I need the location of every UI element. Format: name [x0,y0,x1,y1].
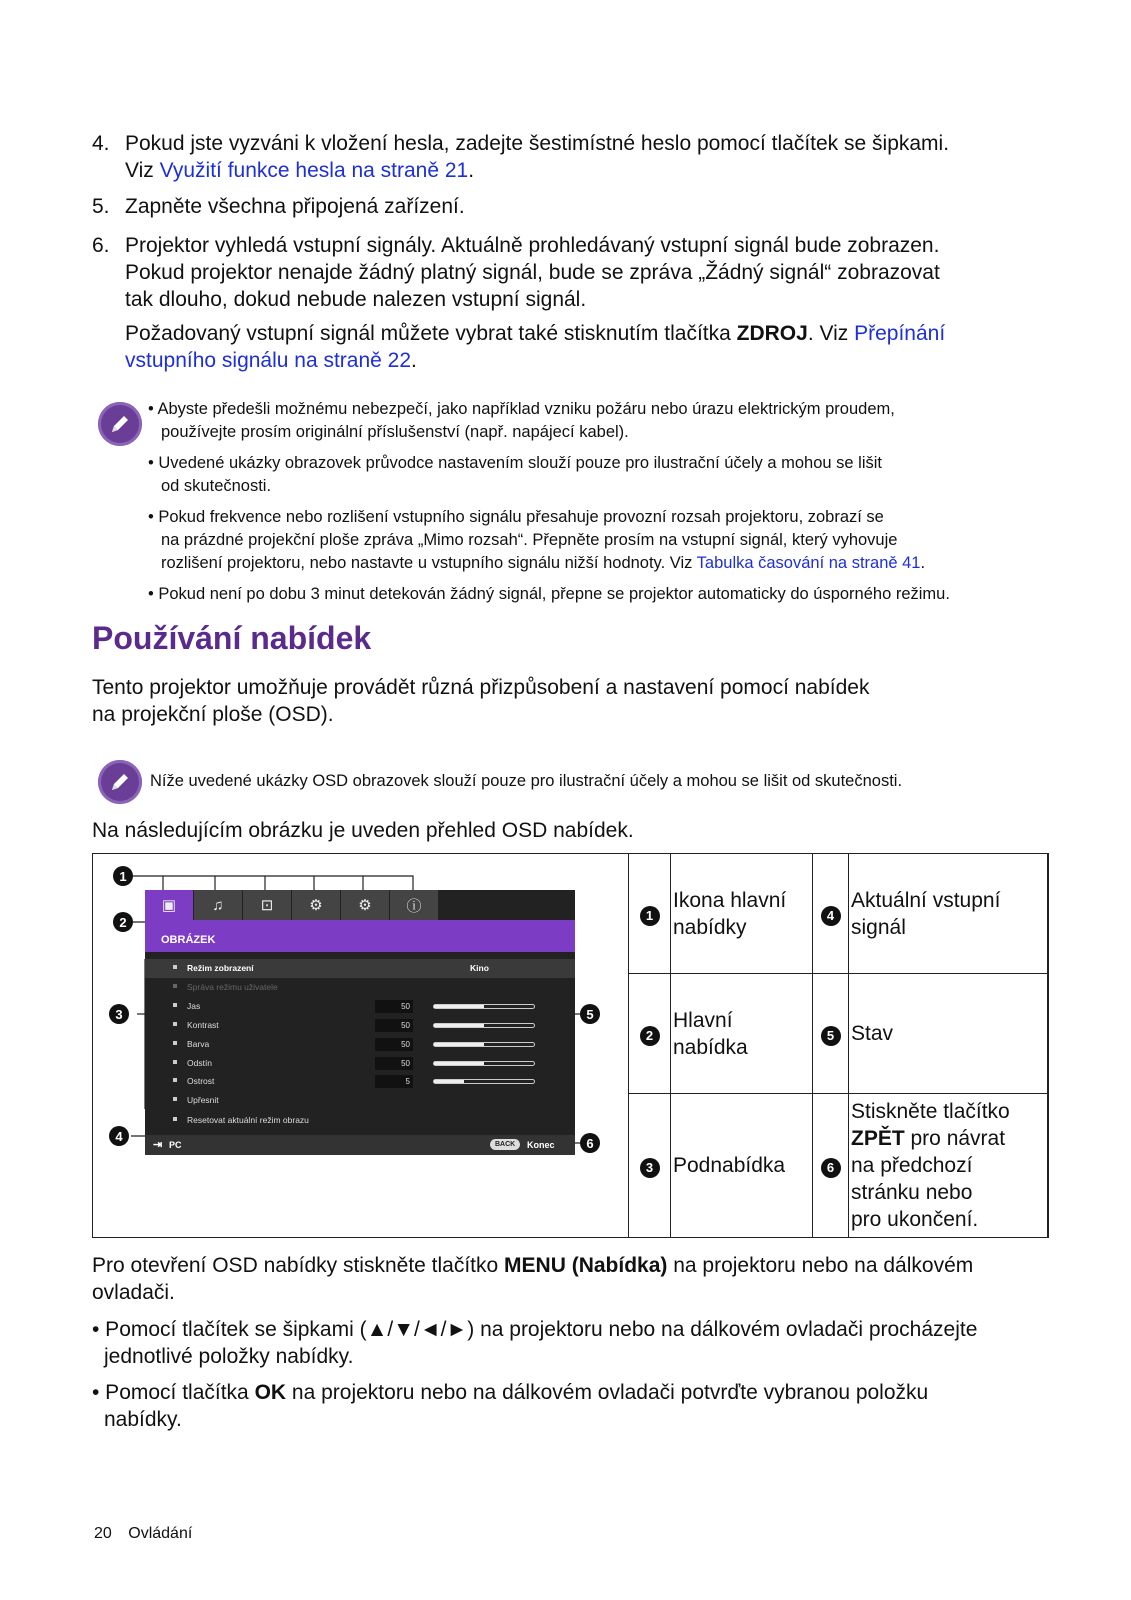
text-line [92,1252,973,1279]
row-value: Kino [470,963,489,973]
legend-text: stránku nebo [851,1181,973,1204]
osd-row-brightness[interactable] [145,997,575,1016]
legend-num: 4 [821,906,841,926]
row-value: 50 [375,1057,413,1070]
callout-2: 2 [113,912,133,932]
step-number: 6. [92,234,110,257]
osd-row-picture-mode[interactable] [145,959,575,978]
osd-row-reset[interactable] [145,1111,575,1130]
text-line: nabídky. [104,1408,182,1431]
osd-screen [145,890,575,1155]
back-key: ZPĚT [851,1127,905,1150]
row-bullet [173,1060,177,1064]
legend-text-cell [671,974,813,1094]
section-intro [92,674,869,728]
menu-key: MENU (Nabídka) [504,1254,668,1277]
source-link[interactable]: Přepínání [854,322,946,345]
punct: . [411,349,417,372]
legend-num: 2 [640,1026,660,1046]
row-value: 50 [375,1019,413,1032]
text: . Viz [807,322,855,345]
legend-text [851,1125,1048,1152]
legend-num-cell [813,854,849,974]
password-link[interactable]: Využití funkce hesla na straně 21 [159,159,469,182]
legend-num-cell [629,974,671,1094]
osd-tabs [145,890,575,920]
row-bullet [173,1117,177,1121]
slider-fill [434,1080,464,1083]
text: Pro otevření OSD nabídky stiskněte tlačítko [92,1254,505,1277]
callout-3: 3 [109,1004,129,1024]
back-button[interactable]: BACK [490,1139,520,1150]
slider-bar[interactable] [433,1004,535,1009]
pencil-note-icon [98,760,142,804]
slider-bar[interactable] [433,1023,535,1028]
legend-table [628,853,1049,1238]
notes-list [148,398,1048,606]
step-5 [92,193,110,220]
osd-row-tint[interactable] [145,1054,575,1073]
osd-header [145,920,575,952]
step-number: 4. [92,132,110,155]
osd-note: Níže uvedené ukázky OSD obrazovek slouží pouze pro ilustrační účely a mohou se lišit od skutečnosti. [150,772,903,790]
legend-text-cell [671,854,813,974]
row-bullet [173,1003,177,1007]
text: Požadovaný vstupní signál můžete vybrat také stisknutím tlačítka [125,322,737,345]
osd-row-user-mode[interactable] [145,978,575,997]
legend-text-cell [849,1094,1049,1238]
legend-num-cell [813,1094,849,1238]
slider-fill [434,1024,484,1027]
row-bullet [173,1022,177,1026]
row-bullet [173,965,177,969]
info-tab-icon[interactable]: ⓘ [390,890,439,920]
slider-bar[interactable] [433,1061,535,1066]
step-4-text [125,130,949,184]
viz-label: Viz [125,159,160,182]
note-item: • Abyste předešli možnému nebezpečí, jako například vzniku požáru nebo úrazu elektrickým proudem, [148,400,895,418]
audio-tab-icon[interactable]: ♫ [194,890,243,920]
row-label: Odstín [187,1058,213,1068]
osd-row-advanced[interactable] [145,1091,575,1110]
input-source-label: PC [169,1140,182,1150]
row-label: Správa režimu uživatele [187,982,278,992]
legend-num-cell [629,1094,671,1238]
slider-fill [434,1043,484,1046]
arrow-keys-bullet [92,1316,977,1370]
pencil-note-icon [98,402,142,446]
display-tab-icon[interactable]: ⊡ [243,890,292,920]
legend-text: nabídka [673,1035,748,1059]
picture-tab-icon[interactable]: ▣ [145,890,194,920]
slider-fill [434,1062,484,1065]
settings-tab-icon[interactable]: ⚙ [292,890,341,920]
legend-text: na předchozí [851,1154,973,1177]
exit-label: Konec [527,1140,555,1150]
intro-line: na projekční ploše (OSD). [92,703,334,726]
page-number: 20 [94,1525,112,1542]
row-label: Resetovat aktuální režim obrazu [187,1115,309,1125]
row-bullet [173,1078,177,1082]
legend-text: signál [851,915,906,939]
legend-text: nabídky [673,915,747,939]
step-text-line: Projektor vyhledá vstupní signály. Aktuálně prohledávaný vstupní signál bude zobrazen. [125,234,940,257]
legend-num: 6 [821,1158,841,1178]
source-link-cont[interactable]: vstupního signálu na straně 22 [125,349,412,372]
step-5-text: Zapněte všechna připojená zařízení. [125,195,465,218]
step-text-line: Pokud projektor nenajde žádný platný signál, bude se zpráva „Žádný signál“ zobrazovat [125,261,940,284]
step-6-source-text [125,320,945,374]
note-item-cont: na prázdné projekční ploše zpráva „Mimo rozsah“. Přepněte prosím na vstupní signál, který vyhovuje [161,531,898,549]
text: rozlišení projektoru, nebo nastavte u vstupního signálu nižší hodnoty. Viz [161,554,697,572]
row-bullet [173,984,177,988]
advanced-settings-tab-icon[interactable]: ⚙ [341,890,390,920]
slider-fill [434,1005,484,1008]
note-item: • Pokud není po dobu 3 minut detekován žádný signál, přepne se projektor automaticky do úsporného režimu. [148,585,950,603]
step-6 [92,232,110,259]
osd-row-contrast[interactable] [145,1016,575,1035]
osd-footer [145,1135,575,1155]
timing-link[interactable]: Tabulka časování na straně 41 [696,554,921,572]
step-text-line: Pokud jste vyzváni k vložení hesla, zadejte šestimístné heslo pomocí tlačítek se šipkami. [125,132,950,155]
callout-4: 4 [109,1126,129,1146]
row-bullet [173,1041,177,1045]
legend-num-cell [813,974,849,1094]
legend-text: Stiskněte tlačítko [851,1100,1010,1123]
punct: . [920,554,926,572]
row-value: 50 [375,1000,413,1013]
legend-text-cell: Podnabídka [671,1094,813,1238]
osd-header-label: OBRÁZEK [161,934,216,946]
row-label: Režim zobrazení [187,963,254,973]
legend-num-cell [629,854,671,974]
legend-text-cell: Stav [849,974,1049,1094]
step-6-text [125,232,940,313]
text-line [92,1379,928,1406]
row-value: 50 [375,1038,413,1051]
text: • Pomocí tlačítka [92,1381,255,1404]
legend-text-cell [849,854,1049,974]
punct: . [468,159,475,182]
step-4 [92,130,110,157]
note-item: • Pokud frekvence nebo rozlišení vstupního signálu přesahuje provozní rozsah projektoru, zobrazí se [148,508,884,526]
text-line: jednotlivé položky nabídky. [104,1345,354,1368]
row-label: Ostrost [187,1076,215,1086]
page-footer [94,1525,192,1543]
open-osd-text [92,1252,973,1306]
legend-text: Ikona hlavní [673,888,787,912]
input-source-icon: ⇥ [153,1139,163,1151]
step-number: 5. [92,195,110,218]
section-title: Používání nabídek [92,620,372,656]
source-key: ZDROJ [736,322,808,345]
intro-line: Tento projektor umožňuje provádět různá přizpůsobení a nastavení pomocí nabídek [92,676,870,699]
legend-text: pro ukončení. [851,1208,979,1231]
note-item-cont: používejte prosím originální příslušenství (např. napájecí kabel). [161,423,629,441]
text: na projektoru nebo na dálkovém [667,1254,974,1277]
text: pro návrat [904,1127,1006,1150]
note-item-cont [148,552,1048,575]
legend-num: 1 [640,906,660,926]
row-bullet [173,1097,177,1101]
legend-num: 3 [640,1158,660,1178]
step-text-line: tak dlouho, dokud nebude nalezen vstupní signál. [125,288,587,311]
legend-text: Aktuální vstupní [851,888,1001,912]
slider-bar[interactable] [433,1079,535,1084]
row-value: 5 [375,1075,413,1088]
legend-text: Hlavní [673,1008,733,1032]
row-label: Upřesnit [187,1095,219,1105]
overview-text: Na následujícím obrázku je uveden přehled OSD nabídek. [92,819,634,842]
step-text-line [125,320,945,347]
osd-figure [92,853,1048,1238]
text-line: ovladači. [92,1281,175,1304]
note-item-cont: od skutečnosti. [161,477,272,495]
callout-6: 6 [580,1133,600,1153]
footer-section: Ovládání [128,1525,193,1542]
step-text-line [125,347,945,374]
ok-key: OK [254,1381,287,1404]
callout-1: 1 [113,866,133,886]
ok-key-bullet [92,1379,928,1433]
osd-row-color[interactable] [145,1035,575,1054]
legend-num: 5 [821,1026,841,1046]
text: na projektoru nebo na dálkovém ovladači potvrďte vybranou položku [286,1381,929,1404]
callout-5: 5 [580,1004,600,1024]
text-line: • Pomocí tlačítek se šipkami (▲/▼/◄/►) na projektoru nebo na dálkovém ovladači procházejte [92,1318,978,1341]
osd-row-sharpness[interactable] [145,1072,575,1091]
step-text-line [125,157,949,184]
slider-bar[interactable] [433,1042,535,1047]
row-label: Kontrast [187,1020,219,1030]
row-label: Jas [187,1001,201,1011]
note-item: • Uvedené ukázky obrazovek průvodce nastavením slouží pouze pro ilustrační účely a mohou se lišit [148,454,882,472]
row-label: Barva [187,1039,210,1049]
